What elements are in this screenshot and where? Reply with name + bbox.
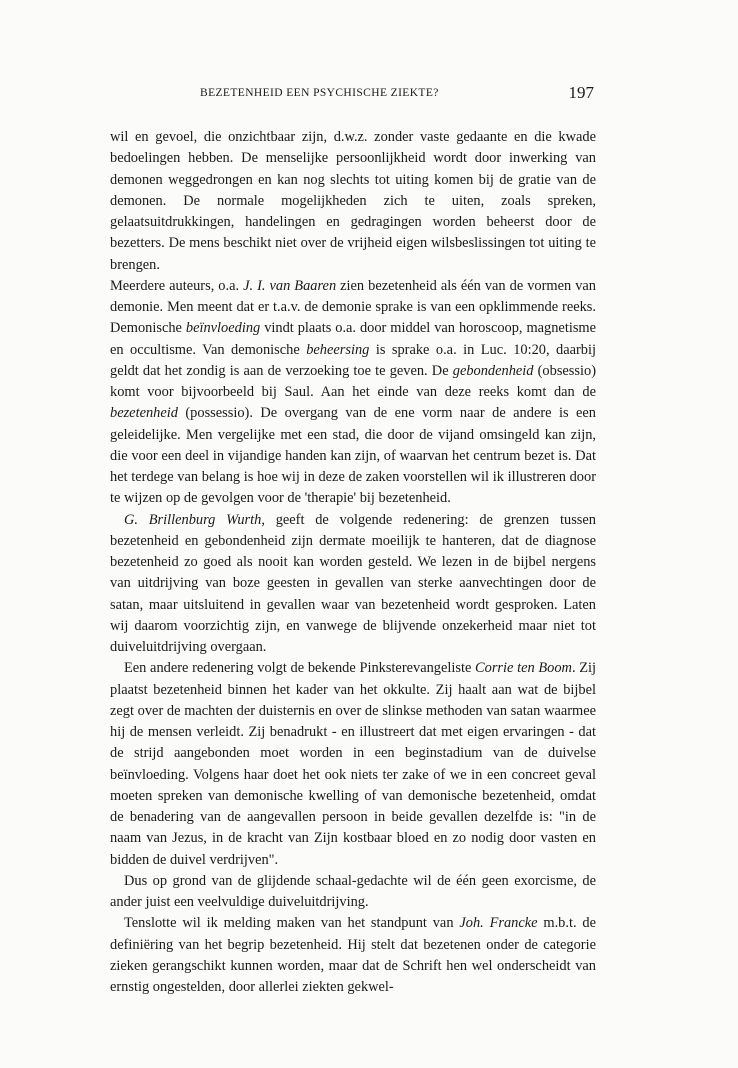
text-run: vindt plaats o.a. door middel van horoscoop, magnetisme en occultisme. Van demonische [110, 320, 596, 358]
paragraph [110, 913, 596, 998]
text-run: Een andere redenering volgt de bekende Pinksterevangeliste [124, 660, 476, 677]
paragraph [110, 510, 596, 659]
text-run: Dus op grond van de glijdende schaal-gedachte wil de één geen exorcisme, de ander juist een veelvuldige duiveluitdrijving. [110, 872, 596, 910]
text-run: wil en gevoel, die onzichtbaar zijn, d.w.z. zonder vaste gedaante en die kwade bedoelingen hebben. De menselijke persoonlijkheid wordt door inwerking van demonen weggedrongen en kan nog slechts tot uiting komen bij de gratie van de demonen. De normale mogelijkheden zich te uiten, zoals spreken, gelaatsuitdrukkingen, handelingen en gedragingen worden beheerst door de bezetters. De mens beschikt niet over de vrijheid eigen wilsbeslissingen tot uiting te brengen. [110, 129, 596, 273]
text-run: . Zij plaatst bezetenheid binnen het kader van het okkulte. Zij haalt aan wat de bijbel zegt over de machten der duisternis en over de slinkse methoden van satan waarmee hij de mensen verleidt. Zij benadrukt - en illustreert dat met eigen ervaringen - dat de strijd aangebonden moet worden in een beginstadium van de duivelse beïnvloeding. Volgens haar doet het ook niets ter zake of we in een concreet geval moeten spreken van demonische kwelling of van demonische bezetenheid, omdat de benadering van de aangevallen persoon in beide gevallen dezelfde is: "in de naam van Jezus, in de kracht van Zijn kostbaar bloed en zo nodig door vasten en bidden de duivel verdrijven". [110, 660, 597, 868]
text-run: Meerdere auteurs, o.a. [110, 277, 244, 294]
paragraph [110, 871, 596, 914]
text-run: (possessio). De overgang van de ene vorm naar de andere is een geleidelijke. Men vergelijke met een stad, die door de vijand omsingeld kan zijn, die voor een deel in vijandige handen kan zijn, of waarvan het centrum bezet is. Dat het terdege van belang is hoe wij in deze de zaken voorstellen wil ik illustreren door te wijzen op de gevolgen voor de 'therapie' bij bezetenheid. [110, 405, 596, 507]
italic-text: gebondenheid [452, 362, 534, 379]
text-run: is sprake o.a. in Luc. 10:20, daarbij geldt dat het zondig is aan de verzoeking toe te geven. De [110, 341, 596, 379]
italic-text: Corrie ten Boom [475, 660, 572, 677]
text-run: (obsessio) komt voor bijvoorbeeld bij Saul. Aan het einde van deze reeks komt dan de [110, 362, 596, 400]
text-run: Tenslotte wil ik melding maken van het standpunt van [124, 915, 460, 932]
paragraph [110, 276, 596, 510]
italic-text: beheersing [306, 341, 370, 358]
page-number: 197 [568, 83, 594, 102]
italic-text: G. Brillenburg Wurth [124, 511, 262, 528]
italic-text: J. I. van Baaren [243, 277, 337, 294]
italic-text: Joh. Francke [459, 915, 538, 932]
text-run: , geeft de volgende redenering: de grenzen tussen bezetenheid en gebondenheid zijn dermate moeilijk te hanteren, dat de diagnose bezetenheid zo goed als nooit kan worden gesteld. We lezen in de bijbel nergens van uitdrijving van boze geesten in gevallen van sterke aanvechtingen door de satan, maar uitsluitend in gevallen waar van bezetenheid wordt gesproken. Laten wij daarom voorzichtig zijn, en vanwege de blijvende onzekerheid maar niet tot duiveluitdrijving overgaan. [110, 511, 596, 655]
running-head [112, 85, 592, 107]
paragraph [110, 658, 596, 871]
italic-text: beïnvloeding [185, 320, 261, 337]
running-title: BEZETENHEID EEN PSYCHISCHE ZIEKTE? [200, 87, 439, 99]
text-run: zien bezetenheid als één van de vormen van demonie. Men meent dat er t.a.v. de demonie sprake is van een opklimmende reeks. Demonische [110, 277, 596, 337]
paragraph [110, 127, 596, 276]
body-text [110, 127, 596, 998]
italic-text: bezetenheid [110, 405, 178, 422]
text-run: m.b.t. de definiëring van het begrip bezetenheid. Hij stelt dat bezetenen onder de categorie zieken gerangschikt kunnen worden, maar dat de Schrift hen wel onderscheidt van ernstig ongestelden, door allerlei ziekten gekwel- [110, 915, 597, 995]
